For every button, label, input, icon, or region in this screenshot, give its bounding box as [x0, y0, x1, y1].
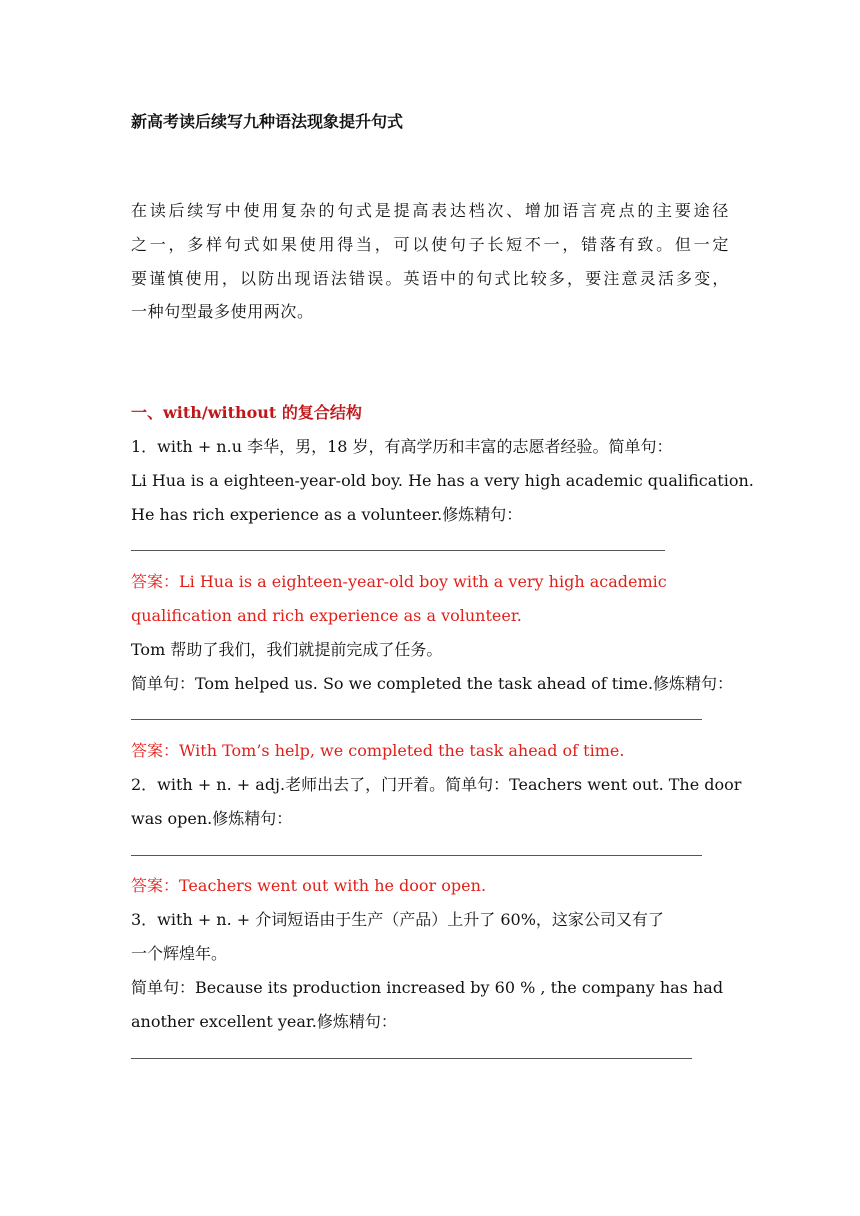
answer-blank	[131, 1058, 692, 1059]
answer-blank	[131, 550, 665, 551]
intro-line-4: 一种句型最多使用两次。	[131, 302, 314, 321]
item1-line-1: 1．with + n.u 李华，男，18 岁，有高学历和丰富的志愿者经验。简单句：	[131, 437, 673, 456]
item1-line-3: He has rich experience as a volunteer.修炼精句：	[131, 505, 523, 524]
section-heading: 一、with/without 的复合结构	[131, 403, 362, 422]
intro-line-2: 之一，多样句式如果使用得当，可以使句子长短不一，错落有致。但一定	[131, 235, 729, 254]
intro-line-1: 在读后续写中使用复杂的句式是提高表达档次、增加语言亮点的主要途径	[131, 201, 729, 220]
item2-line-1: 2．with + n. + adj.老师出去了，门开着。简单句：Teachers went out. The door	[131, 775, 742, 794]
answer-blank	[131, 855, 702, 856]
item2-line-2: was open.修炼精句：	[131, 809, 293, 828]
item3-line-1: 3．with + n. + 介词短语由于生产（产品）上升了 60%，这家公司又有了	[131, 910, 664, 929]
item3-line-4: another excellent year.修炼精句：	[131, 1012, 397, 1031]
document-title: 新高考读后续写九种语法现象提升句式	[131, 112, 404, 131]
intro-line-3: 要谨慎使用，以防出现语法错误。英语中的句式比较多，要注意灵活多变，	[131, 269, 729, 288]
answer-line: 答案：Teachers went out with he door open.	[131, 876, 487, 895]
answer-line: 答案：Li Hua is a eighteen-year-old boy with a very high academic	[131, 572, 667, 591]
answer-blank	[131, 719, 702, 720]
answer-line: qualification and rich experience as a volunteer.	[131, 606, 522, 625]
item1-line-5: 简单句：Tom helped us. So we completed the task ahead of time.修炼精句：	[131, 674, 734, 693]
item3-line-2: 一个辉煌年。	[131, 944, 228, 963]
answer-line: 答案：With Tom’s help, we completed the task ahead of time.	[131, 741, 625, 760]
item1-line-2: Li Hua is a eighteen-year-old boy. He has a very high academic qualification.	[131, 471, 754, 490]
item1-line-4: Tom 帮助了我们，我们就提前完成了任务。	[131, 640, 443, 659]
item3-line-3: 简单句：Because its production increased by 60 % , the company has had	[131, 978, 724, 997]
